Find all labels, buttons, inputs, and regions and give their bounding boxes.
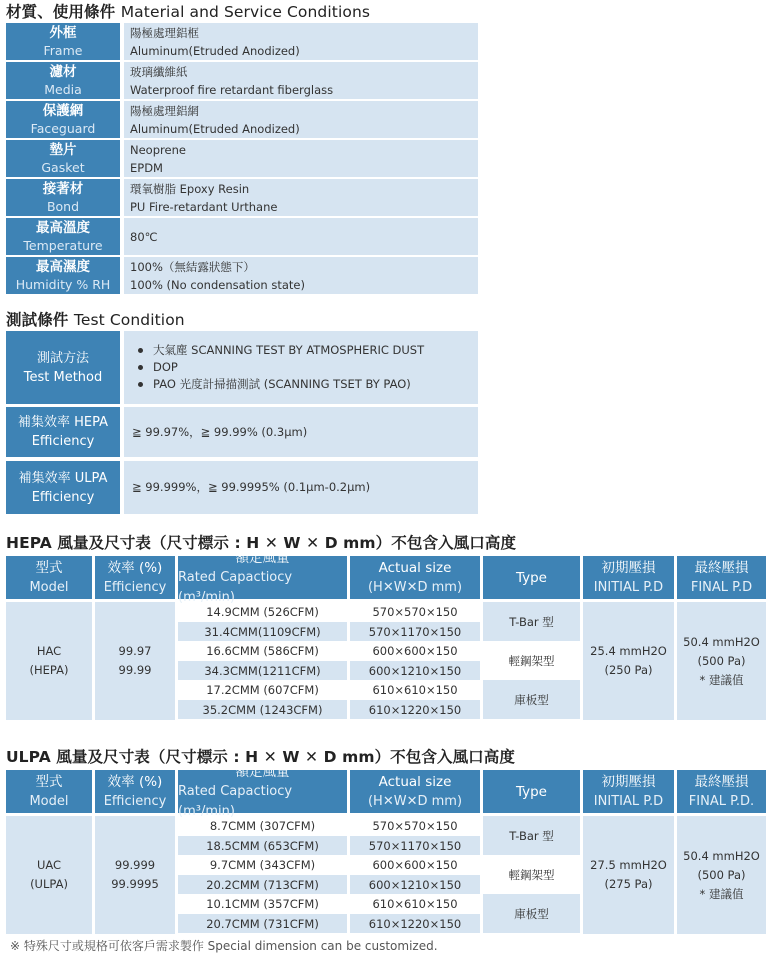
size-cell: 570×1170×150 — [350, 622, 480, 641]
ulpa-table-title: ULPA 風量及尺寸表（尺寸標示 : H ✕ W ✕ D mm）不包含入風口高度 — [6, 748, 515, 766]
size-cell: 570×570×150 — [372, 818, 458, 833]
material-value: 陽極處理鋁網 Aluminum(Etruded Anodized) — [124, 101, 478, 138]
test-method-item: DOP — [132, 359, 478, 376]
material-row — [6, 140, 478, 177]
header-model: 型式 Model — [6, 770, 92, 813]
header-type: Type — [483, 556, 580, 599]
material-label: 接著材 Bond — [6, 179, 120, 216]
material-label: 外框 Frame — [6, 23, 120, 60]
material-label: 最高濕度 Humidity % RH — [6, 257, 120, 294]
material-row — [6, 23, 478, 60]
hepa-efficiency-row — [6, 407, 478, 457]
type-cell: 輕鋼架型 — [508, 867, 555, 882]
size-cell: 610×610×150 — [372, 896, 458, 911]
capacity-cell: 10.1CMM (357CFM) — [206, 896, 319, 911]
initial-pd-cell: 27.5 mmH2O (275 Pa) — [590, 858, 667, 891]
material-label: 濾材 Media — [6, 62, 120, 99]
header-size: Actual size (H✕W✕D mm) — [350, 770, 480, 813]
hepa-efficiency-label: 補集效率 HEPA Efficiency — [6, 407, 120, 457]
size-cell: 600×1210×150 — [350, 661, 480, 680]
header-capacity: 額定風量 Rated Capactiocy (m³/min) — [178, 770, 347, 813]
type-cell: T-Bar 型 — [483, 602, 580, 641]
capacity-cell: 20.2CMM (713CFM) — [178, 875, 347, 894]
ulpa-efficiency-row — [6, 461, 478, 514]
material-value: 玻璃纖維紙 Waterproof fire retardant fiberglass — [124, 62, 478, 99]
type-cell: T-Bar 型 — [483, 816, 580, 855]
ulpa-efficiency-value: ≧ 99.999%，≧ 99.9995% (0.1µm-0.2µm) — [124, 461, 478, 514]
capacity-cell: 31.4CMM(1109CFM) — [178, 622, 347, 641]
size-cell: 570×570×150 — [372, 604, 458, 619]
test-method-item: PAO 光度計掃描測試 (SCANNING TSET BY PAO) — [132, 376, 478, 393]
size-cell: 600×600×150 — [372, 643, 458, 658]
capacity-cell: 8.7CMM (307CFM) — [209, 818, 316, 833]
type-cell: 庫板型 — [483, 894, 580, 933]
header-final-pd: 最終壓損 FINAL P.D. — [677, 770, 766, 813]
test-method-label: 測試方法 Test Method — [6, 331, 120, 404]
material-row — [6, 257, 478, 294]
material-row — [6, 179, 478, 216]
size-cell: 610×1220×150 — [350, 914, 480, 933]
header-initial-pd: 初期壓損 INITIAL P.D — [583, 770, 674, 813]
ulpa-efficiency-label: 補集效率 ULPA Efficiency — [6, 461, 120, 514]
hepa-table-title: HEPA 風量及尺寸表（尺寸標示 : H ✕ W ✕ D mm）不包含入風口高度 — [6, 534, 517, 552]
material-label: 墊片 Gasket — [6, 140, 120, 177]
capacity-cell: 17.2CMM (607CFM) — [206, 682, 319, 697]
capacity-cell: 14.9CMM (526CFM) — [206, 604, 319, 619]
material-row — [6, 101, 478, 138]
header-efficiency: 效率 (%) Efficiency — [95, 556, 175, 599]
hepa-spec-table — [6, 549, 766, 720]
material-value: Neoprene EPDM — [124, 140, 478, 177]
capacity-cell: 16.6CMM (586CFM) — [206, 643, 319, 658]
test-method-list — [124, 331, 478, 404]
hepa-efficiency-value: ≧ 99.97%，≧ 99.99% (0.3µm) — [124, 407, 478, 457]
type-cell: 庫板型 — [483, 680, 580, 719]
material-value: 陽極處理鋁框 Aluminum(Etruded Anodized) — [124, 23, 478, 60]
capacity-cell: 34.3CMM(1211CFM) — [178, 661, 347, 680]
type-cell: 輕鋼架型 — [508, 653, 555, 668]
header-final-pd: 最終壓損 FINAL P.D — [677, 556, 766, 599]
material-value: 80℃ — [124, 218, 478, 255]
ulpa-spec-table — [6, 763, 766, 934]
header-model: 型式 Model — [6, 556, 92, 599]
header-size: Actual size (H✕W✕D mm) — [350, 556, 480, 599]
capacity-cell: 20.7CMM (731CFM) — [178, 914, 347, 933]
capacity-cell: 18.5CMM (653CFM) — [178, 836, 347, 855]
header-type: Type — [483, 770, 580, 813]
material-row — [6, 62, 478, 99]
material-label: 保護網 Faceguard — [6, 101, 120, 138]
test-title: 測試條件 Test Condition — [6, 311, 185, 329]
model-cell: UAC (ULPA) — [30, 858, 68, 891]
material-title: 材質、使用條件 Material and Service Conditions — [6, 3, 371, 21]
material-value: 100%（無結露狀態下） 100% (No condensation state) — [124, 257, 478, 294]
header-capacity: 額定風量 Rated Capactiocy (m³/min) — [178, 556, 347, 599]
capacity-cell: 9.7CMM (343CFM) — [209, 857, 316, 872]
size-cell: 610×1220×150 — [350, 700, 480, 719]
initial-pd-cell: 25.4 mmH2O (250 Pa) — [590, 644, 667, 677]
capacity-cell: 35.2CMM (1243CFM) — [178, 700, 347, 719]
efficiency-cell: 99.97 99.99 — [118, 644, 152, 677]
test-method-item: 大氣塵 SCANNING TEST BY ATMOSPHERIC DUST — [132, 342, 478, 359]
header-initial-pd: 初期壓損 INITIAL P.D — [583, 556, 674, 599]
final-pd-cell: 50.4 mmH2O (500 Pa) * 建議值 — [683, 634, 760, 687]
size-cell: 570×1170×150 — [350, 836, 480, 855]
final-pd-cell: 50.4 mmH2O (500 Pa) * 建議值 — [683, 848, 760, 901]
material-label: 最高溫度 Temperature — [6, 218, 120, 255]
efficiency-cell: 99.999 99.9995 — [111, 858, 159, 891]
size-cell: 600×600×150 — [372, 857, 458, 872]
material-row — [6, 218, 478, 255]
material-value: 環氧樹脂 Epoxy Resin PU Fire-retardant Urthane — [124, 179, 478, 216]
model-cell: HAC (HEPA) — [29, 644, 69, 677]
size-cell: 610×610×150 — [372, 682, 458, 697]
test-method-row — [6, 331, 478, 404]
size-cell: 600×1210×150 — [350, 875, 480, 894]
header-efficiency: 效率 (%) Efficiency — [95, 770, 175, 813]
footnote: ※ 特殊尺寸或規格可依客戶需求製作 Special dimension can be customized. — [10, 939, 438, 953]
